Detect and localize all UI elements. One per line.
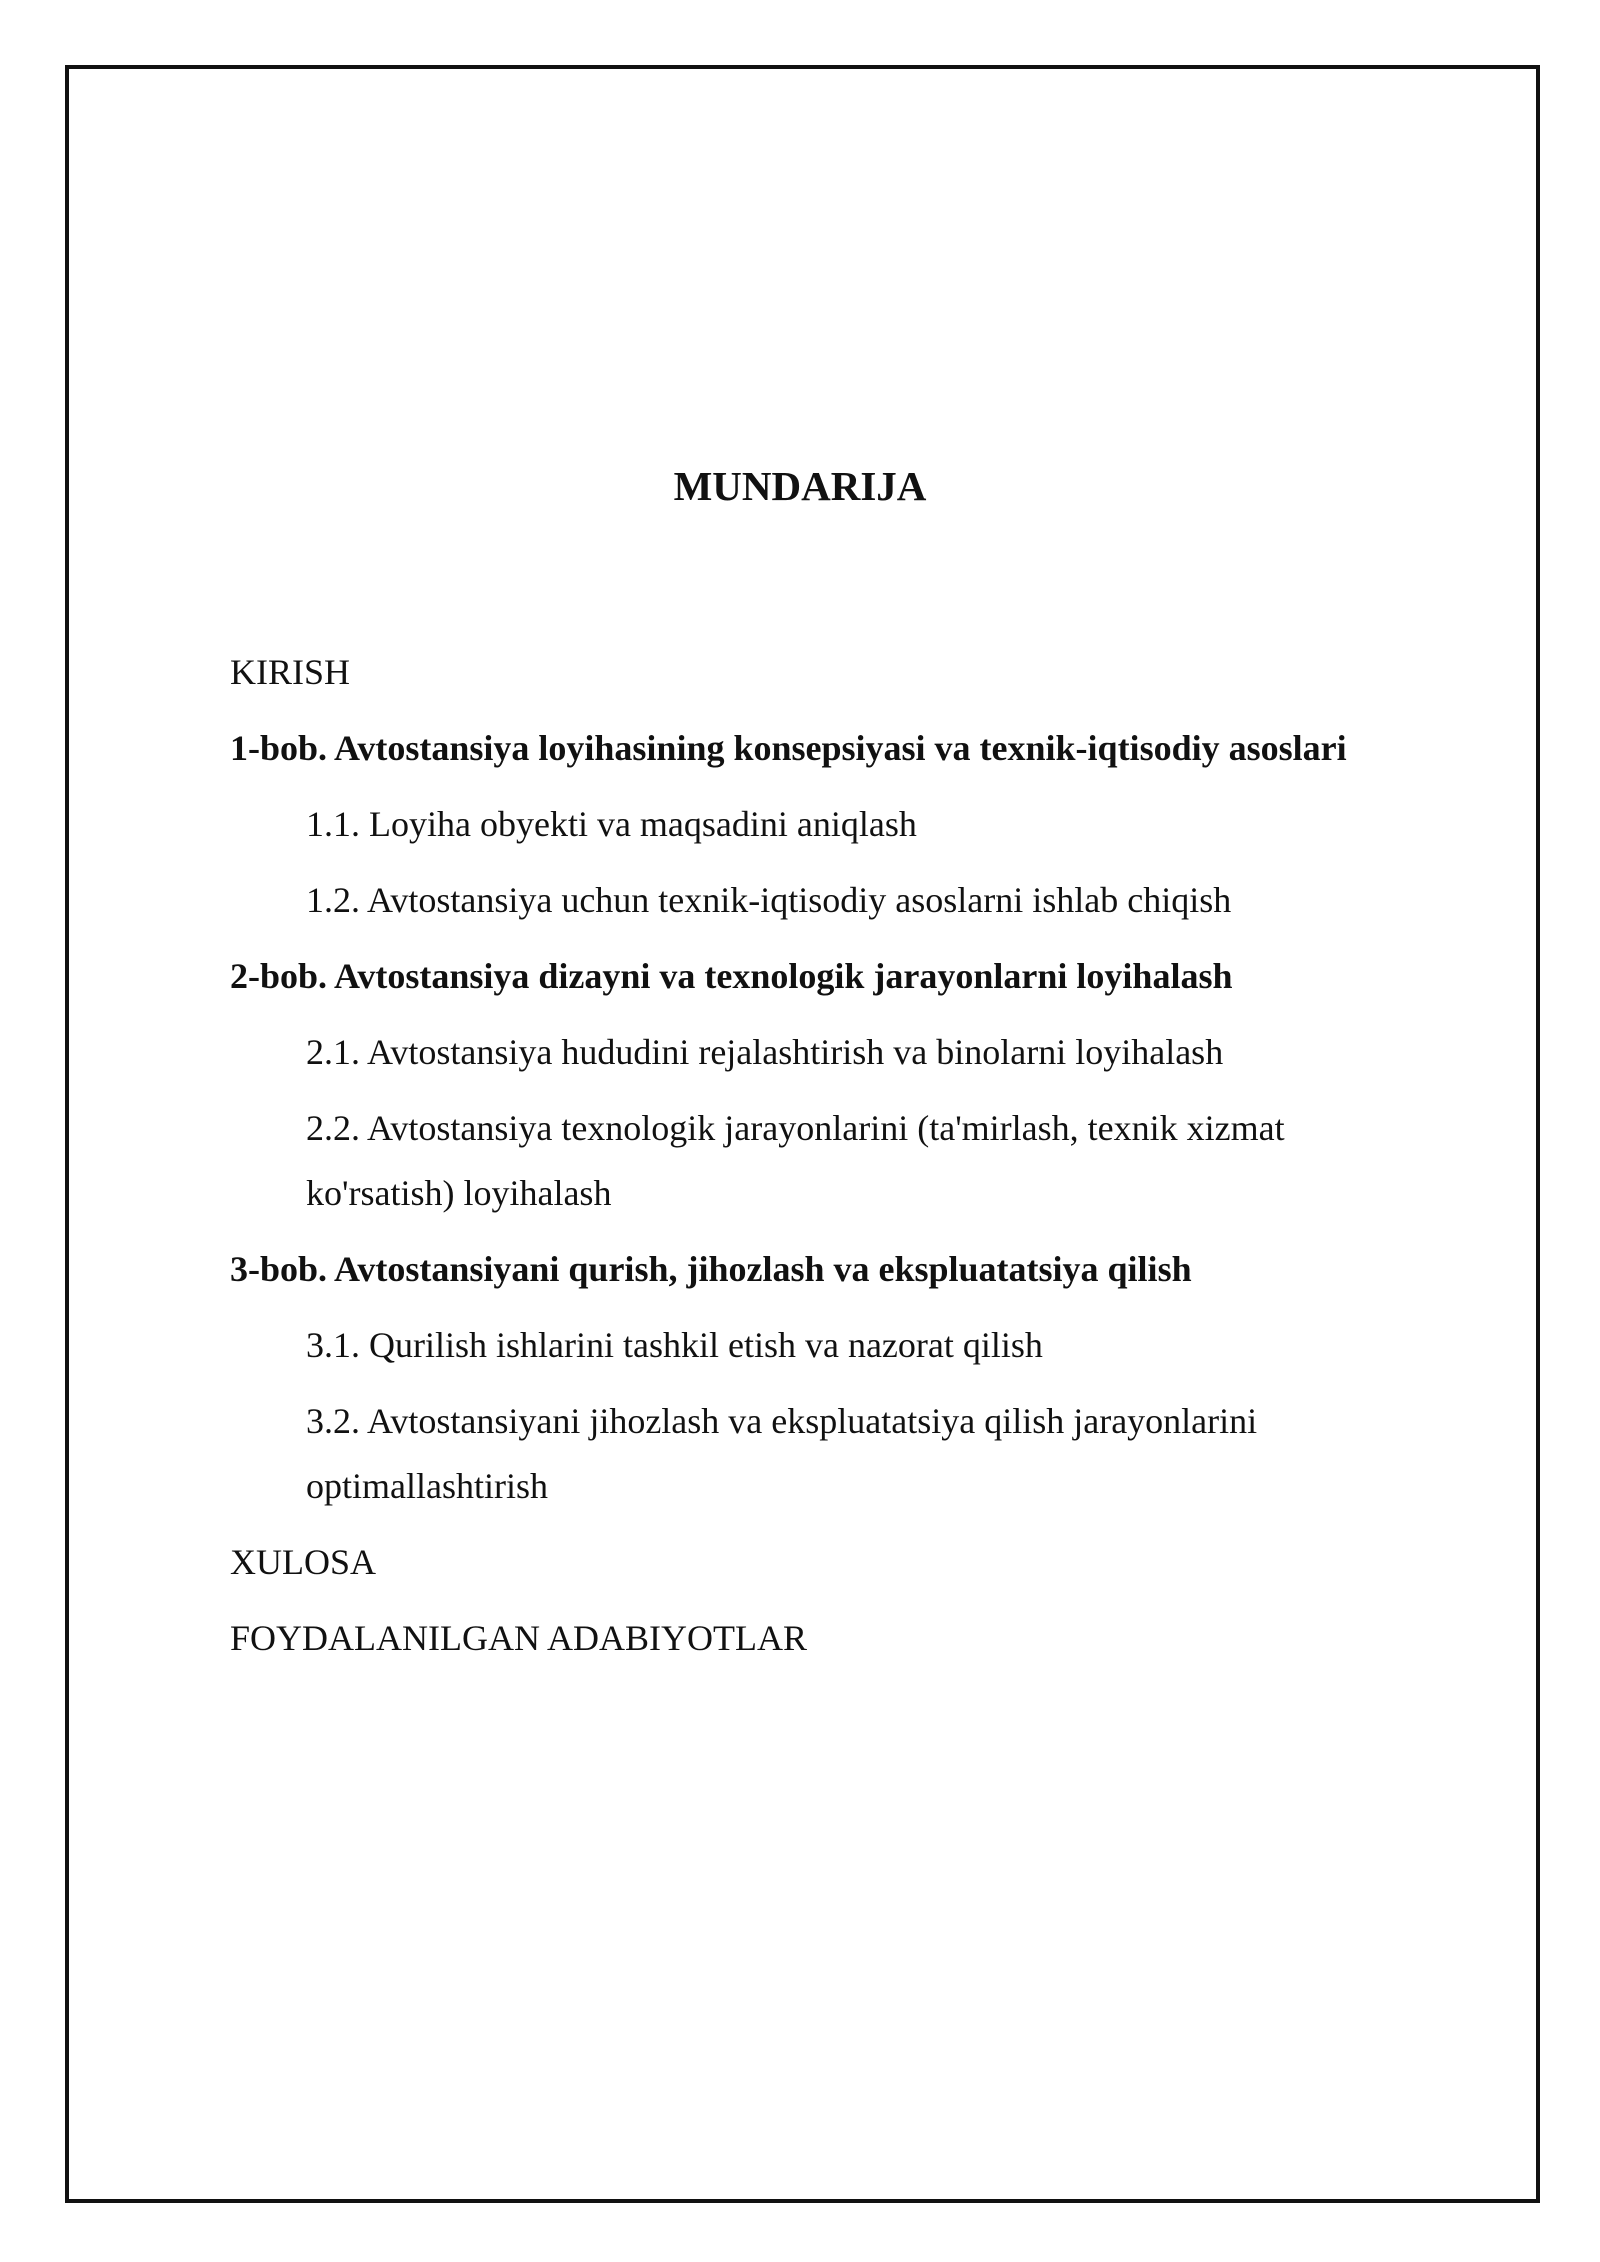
toc-section-2-2: 2.2. Avtostansiya texnologik jarayonlarini (ta'mirlash, texnik xizmat ko'rsatish) loyihalash [306, 1108, 1285, 1213]
toc-item-conclusion: XULOSA [230, 1542, 377, 1582]
toc-chapter-2: 2-bob. Avtostansiya dizayni va texnologik jarayonlarni loyihalash [230, 956, 1233, 996]
toc-section-2-1: 2.1. Avtostansiya hududini rejalashtirish va binolarni loyihalash [306, 1032, 1224, 1072]
toc-section-3-1: 3.1. Qurilish ishlarini tashkil etish va nazorat qilish [306, 1325, 1043, 1365]
toc-chapter-3: 3-bob. Avtostansiyani qurish, jihozlash va ekspluatatsiya qilish [230, 1249, 1192, 1289]
toc-item-references: FOYDALANILGAN ADABIYOTLAR [230, 1618, 807, 1658]
toc-section-3-2: 3.2. Avtostansiyani jihozlash va ekspluatatsiya qilish jarayonlarini optimallashtirish [306, 1401, 1258, 1506]
toc-chapter-1: 1-bob. Avtostansiya loyihasining konsepsiyasi va texnik-iqtisodiy asoslari [230, 728, 1347, 768]
page-title: MUNDARIJA [673, 463, 927, 509]
toc-item-introduction: KIRISH [230, 652, 351, 692]
toc-section-1-2: 1.2. Avtostansiya uchun texnik-iqtisodiy asoslarni ishlab chiqish [306, 880, 1232, 920]
table-of-contents [230, 640, 1410, 1682]
toc-section-1-1: 1.1. Loyiha obyekti va maqsadini aniqlash [306, 804, 917, 844]
